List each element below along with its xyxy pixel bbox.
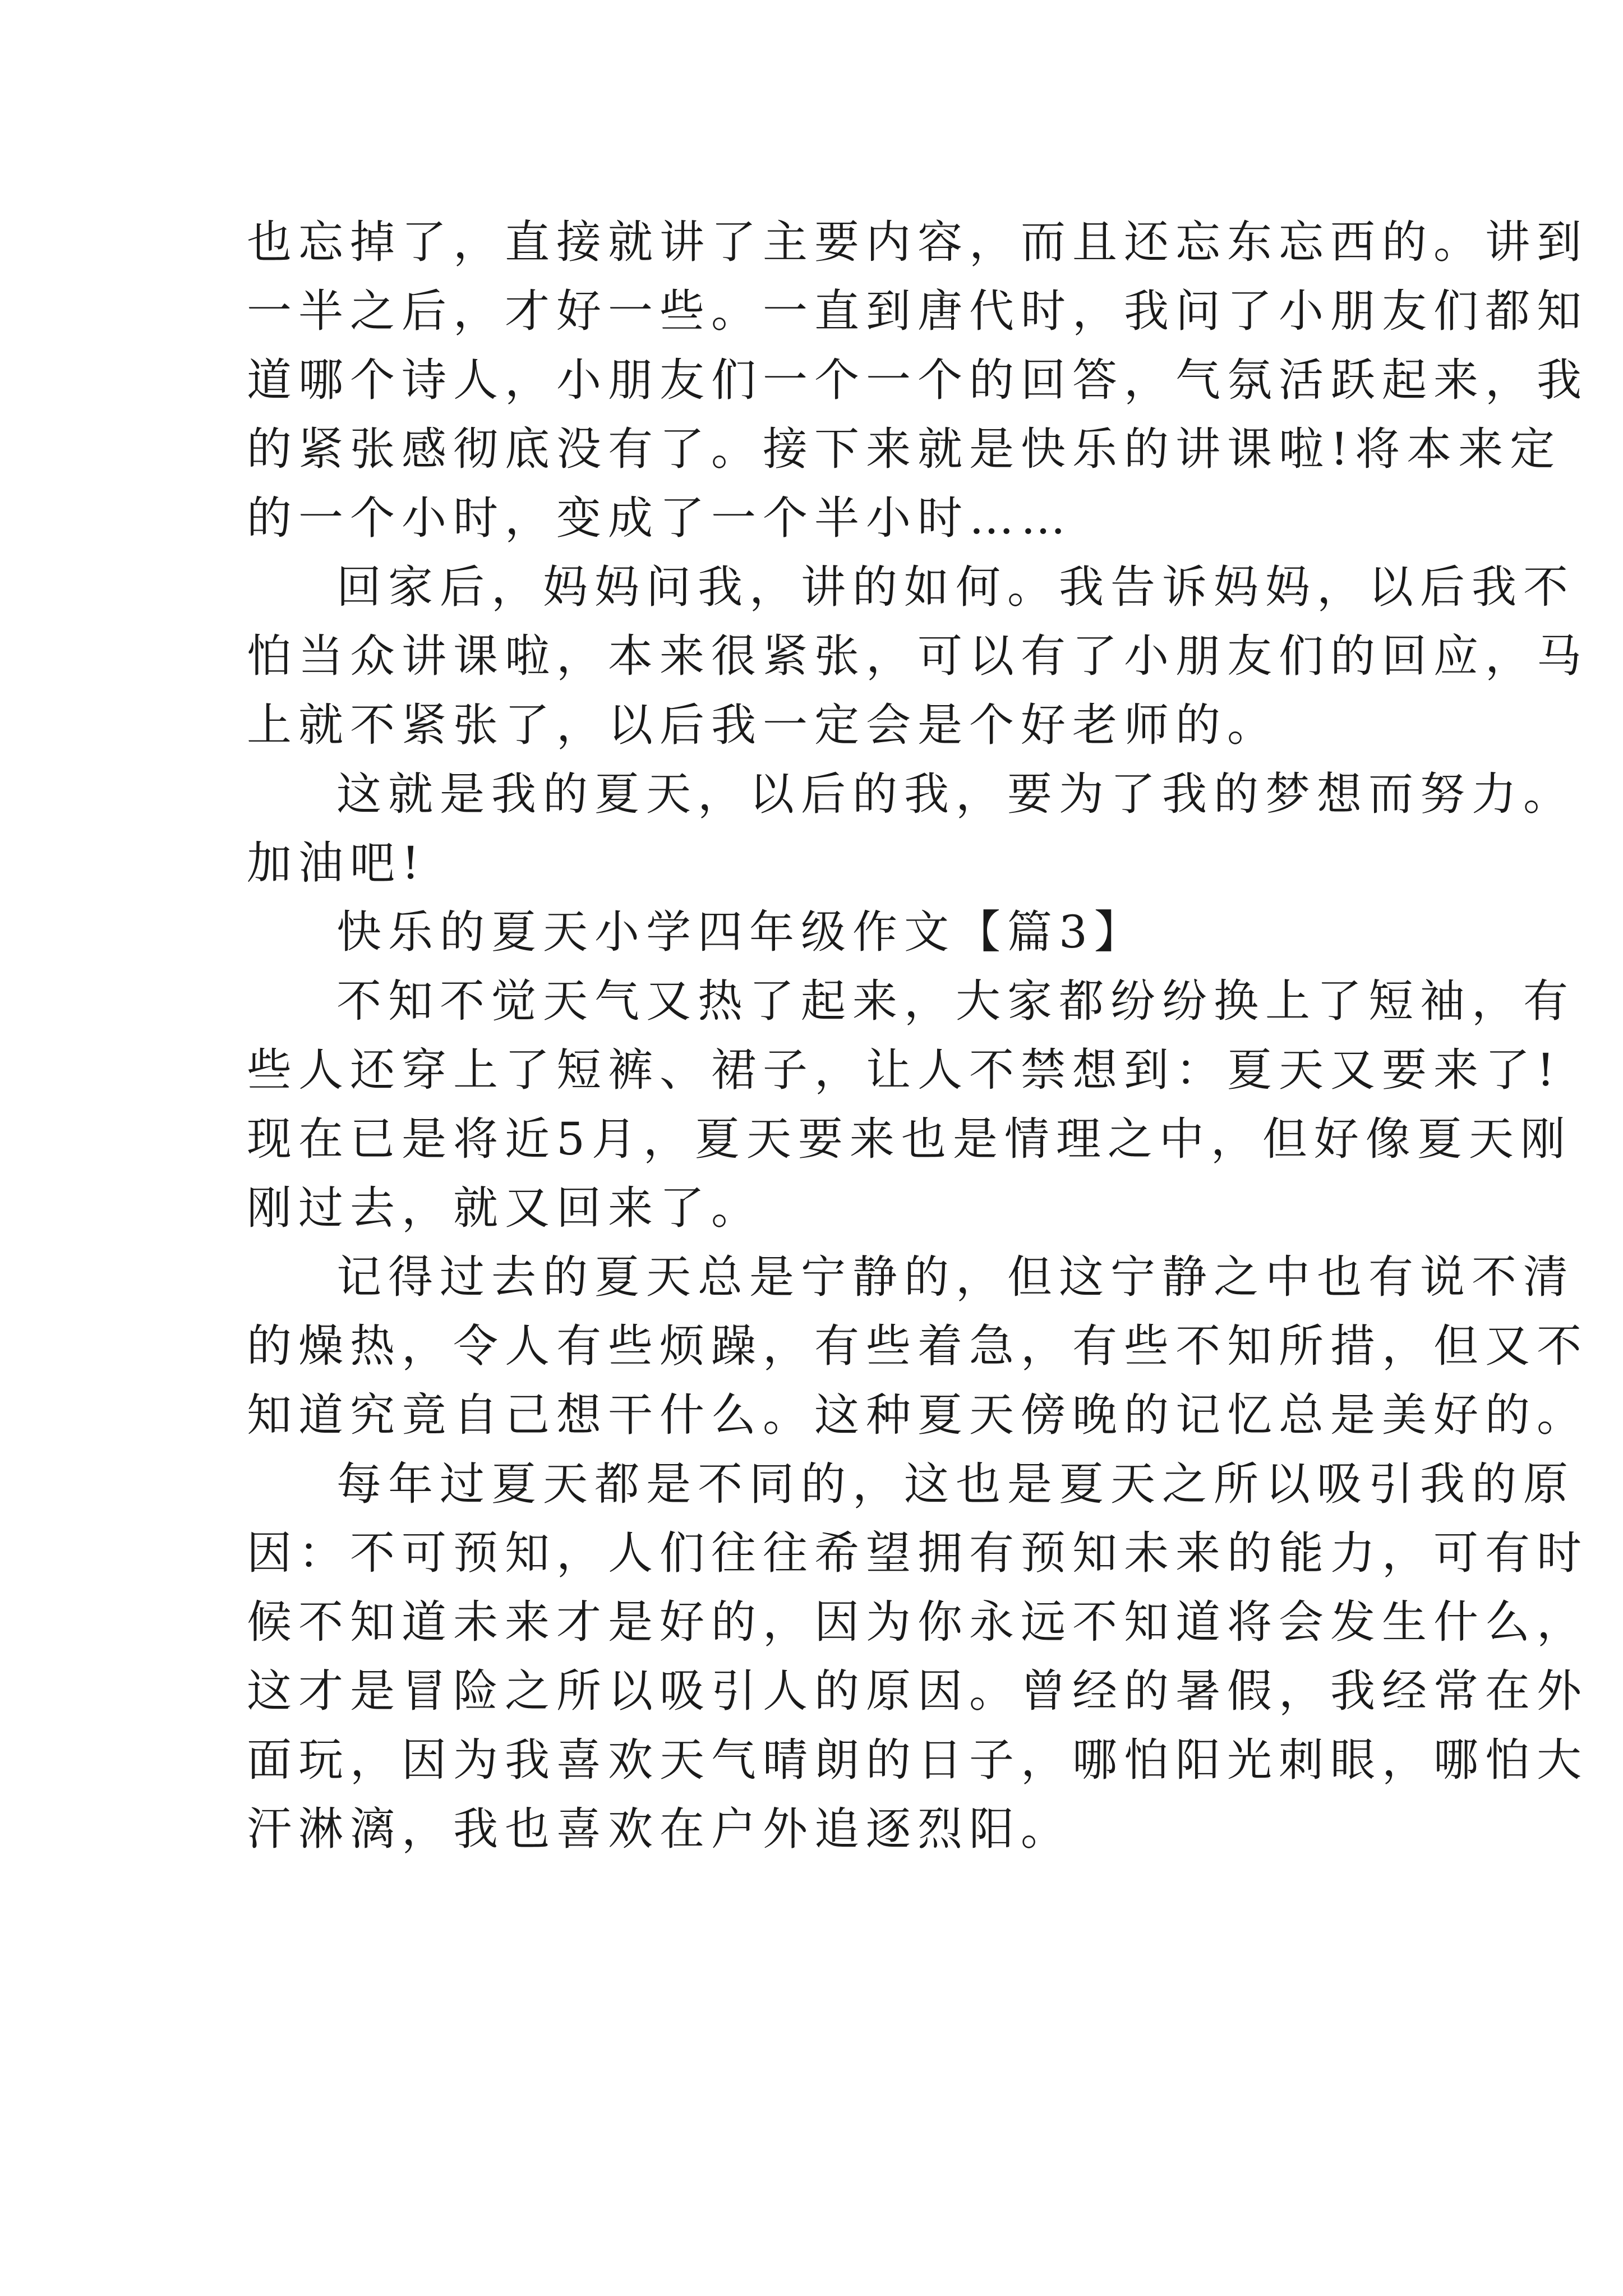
text-line: 一半之后，才好一些。一直到唐代时，我问了小朋友们都知 xyxy=(247,285,1588,337)
text-line: 的紧张感彻底没有了。接下来就是快乐的讲课啦!将本来定 xyxy=(247,423,1562,475)
text-line: 刚过去，就又回来了。 xyxy=(247,1182,763,1234)
text-line: 这才是冒险之所以吸引人的原因。曾经的暑假，我经常在外 xyxy=(247,1665,1588,1717)
document-body xyxy=(247,208,1588,1864)
text-line: 汗淋漓，我也喜欢在户外追逐烈阳。 xyxy=(247,1803,1072,1855)
paragraph-start-line: 每年过夏天都是不同的，这也是夏天之所以吸引我的原 xyxy=(336,1458,1575,1510)
text-line: 知道究竟自己想干什么。这种夏天傍晚的记忆总是美好的。 xyxy=(247,1389,1588,1441)
text-line: 加油吧! xyxy=(247,837,427,889)
text-line: 也忘掉了，直接就讲了主要内容，而且还忘东忘西的。讲到 xyxy=(247,216,1588,268)
text-line: 道哪个诗人，小朋友们一个一个的回答，气氛活跃起来，我 xyxy=(247,354,1588,406)
text-line: 现在已是将近5月，夏天要来也是情理之中，但好像夏天刚 xyxy=(247,1113,1572,1165)
text-line: 的一个小时，变成了一个半小时…… xyxy=(247,492,1072,544)
text-line: 些人还穿上了短裤、裙子，让人不禁想到：夏天又要来了! xyxy=(247,1044,1562,1096)
text-line: 面玩，因为我喜欢天气晴朗的日子，哪怕阳光刺眼，哪怕大 xyxy=(247,1734,1588,1786)
paragraph-start-line: 这就是我的夏天，以后的我，要为了我的梦想而努力。 xyxy=(336,768,1575,820)
text-line: 怕当众讲课啦，本来很紧张，可以有了小朋友们的回应，马 xyxy=(247,630,1588,682)
text-line: 候不知道未来才是好的，因为你永远不知道将会发生什么， xyxy=(247,1596,1588,1648)
paragraph-start-line: 不知不觉天气又热了起来，大家都纷纷换上了短袖，有 xyxy=(336,975,1575,1027)
text-line: 因：不可预知，人们往往希望拥有预知未来的能力，可有时 xyxy=(247,1527,1588,1579)
section-title: 快乐的夏天小学四年级作文【篇3】 xyxy=(336,906,1146,958)
paragraph-start-line: 回家后，妈妈问我，讲的如何。我告诉妈妈，以后我不 xyxy=(336,561,1575,613)
text-line: 的燥热，令人有些烦躁，有些着急，有些不知所措，但又不 xyxy=(247,1320,1588,1372)
text-line: 上就不紧张了，以后我一定会是个好老师的。 xyxy=(247,699,1279,751)
paragraph-start-line: 记得过去的夏天总是宁静的，但这宁静之中也有说不清 xyxy=(336,1251,1575,1303)
